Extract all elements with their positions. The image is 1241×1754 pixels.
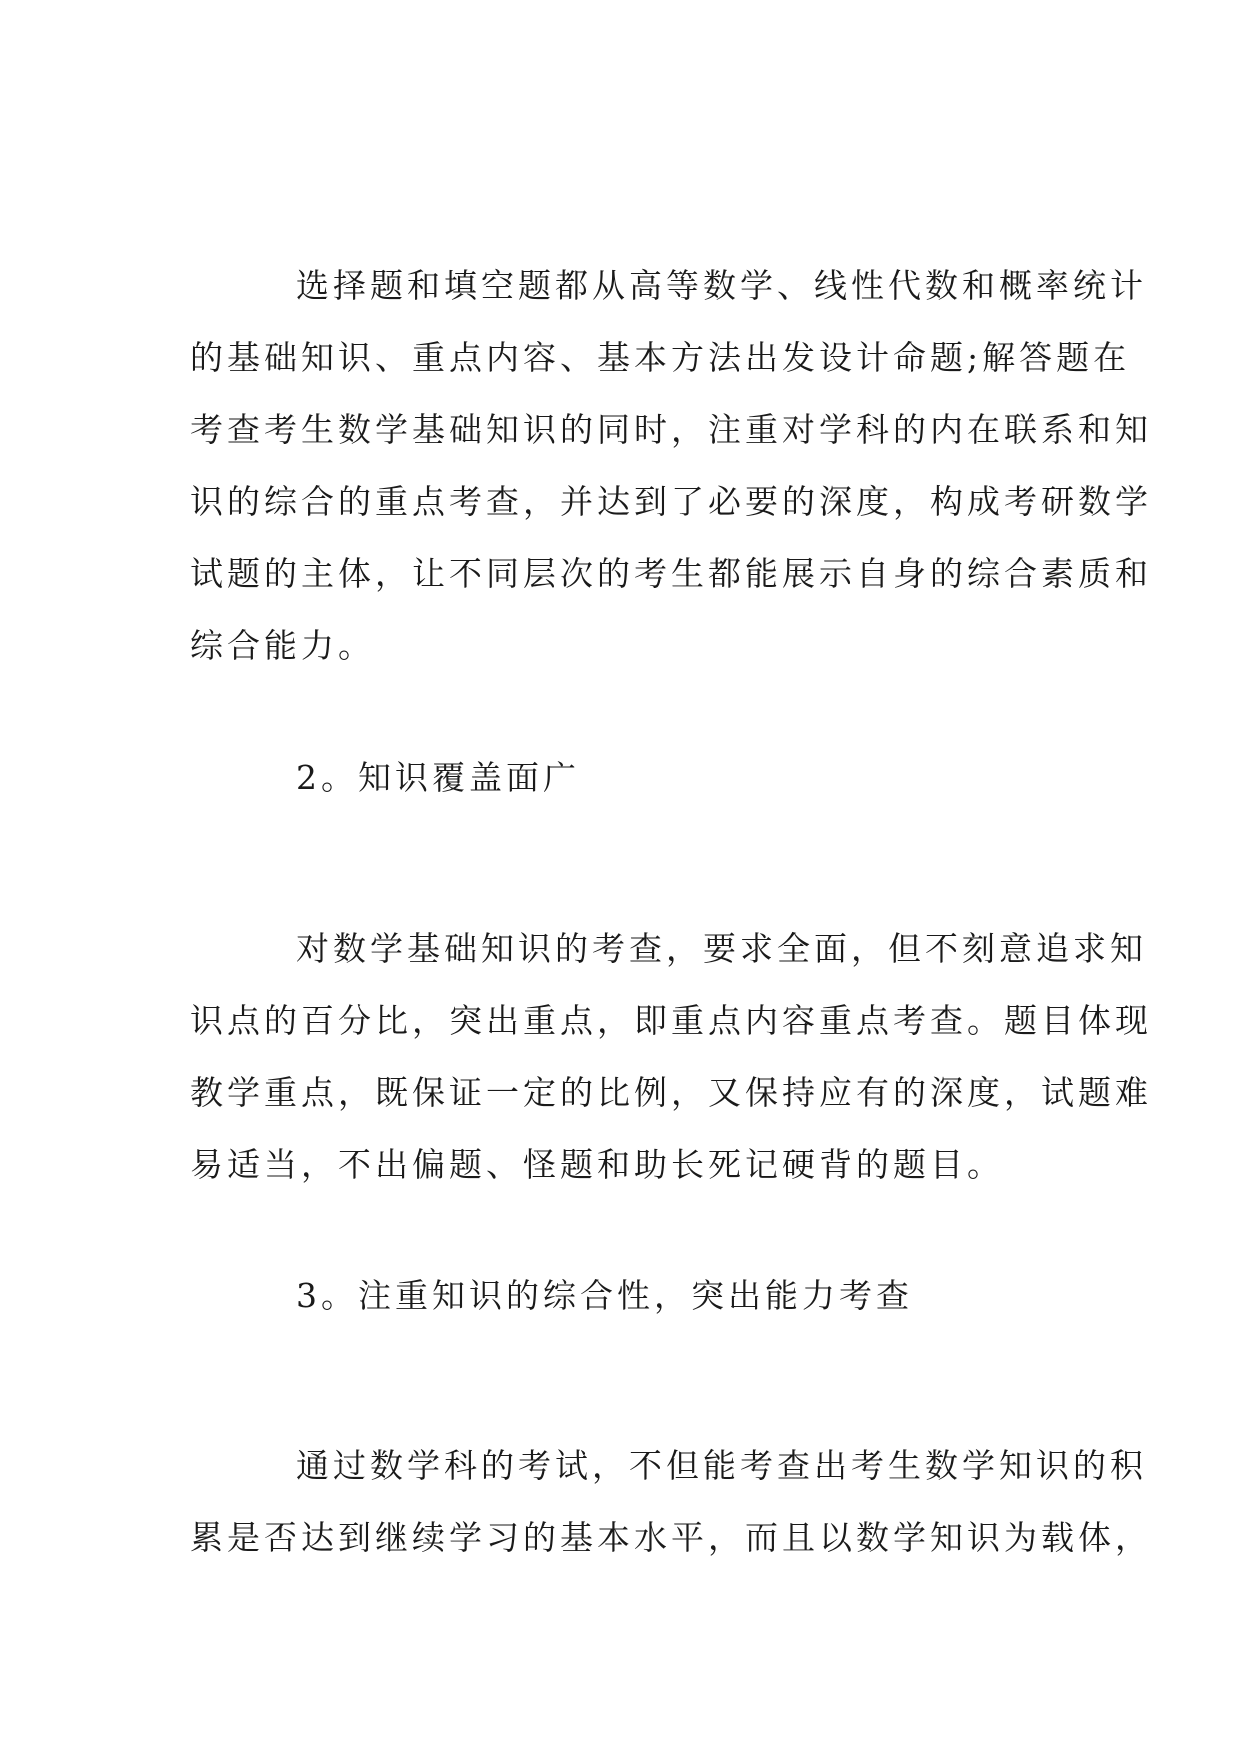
text-line: 的基础知识、重点内容、基本方法出发设计命题;解答题在 (190, 338, 1131, 377)
text-line: 教学重点，既保证一定的比例，又保持应有的深度，试题难 (190, 1073, 1152, 1112)
text-line: 识点的百分比，突出重点，即重点内容重点考查。题目体现 (190, 1001, 1152, 1040)
text-line: 选择题和填空题都从高等数学、线性代数和概率统计 (296, 266, 1147, 305)
paragraph-knowledge-coverage (190, 913, 1152, 1201)
text-line: 通过数学科的考试，不但能考查出考生数学知识的积 (296, 1446, 1147, 1485)
text-line: 累是否达到继续学习的基本水平，而且以数学知识为载体， (190, 1518, 1152, 1557)
paragraph-ability-assessment (190, 1430, 1152, 1574)
text-line: 易适当，不出偏题、怪题和助长死记硬背的题目。 (190, 1145, 1004, 1184)
section-heading-3: 3。注重知识的综合性，突出能力考查 (296, 1276, 913, 1315)
section-heading-2: 2。知识覆盖面广 (296, 758, 580, 797)
text-line: 对数学基础知识的考查，要求全面，但不刻意追求知 (296, 929, 1147, 968)
text-line: 识的综合的重点考查，并达到了必要的深度，构成考研数学 (190, 482, 1152, 521)
text-line: 综合能力。 (190, 626, 375, 665)
paragraph-question-types (190, 250, 1152, 682)
text-line: 考查考生数学基础知识的同时，注重对学科的内在联系和知 (190, 410, 1152, 449)
text-line: 试题的主体，让不同层次的考生都能展示自身的综合素质和 (190, 554, 1152, 593)
